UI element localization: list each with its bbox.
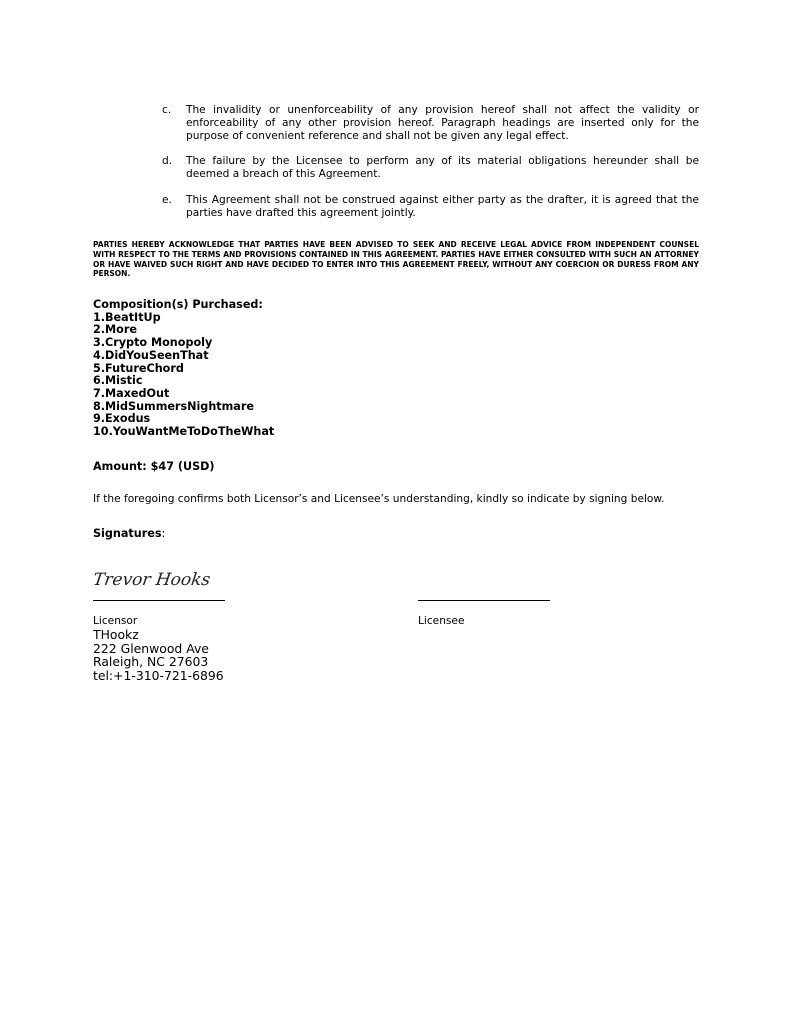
signatures-colon: : (161, 527, 166, 540)
signatures-label (93, 527, 165, 540)
clause-list (162, 104, 699, 233)
composition-item: 2.More (93, 323, 137, 337)
clause-letter: e. (162, 193, 172, 206)
clause-e (162, 194, 699, 220)
licensor-signature-svg (91, 566, 212, 592)
composition-item: 4.DidYouSeenThat (93, 348, 209, 362)
compositions-list (93, 299, 274, 439)
composition-item: 1.BeatItUp (93, 310, 161, 324)
licensor-signature-text: Trevor Hooks (91, 570, 212, 590)
licensor-address-line2: Raleigh, NC 27603 (93, 654, 209, 669)
clause-c (162, 104, 699, 142)
confirmation-text: If the foregoing confirms both Licensor’s and Licensee’s understanding, kindly so indicate by signing below. (93, 493, 665, 505)
composition-item: 8.MidSummersNightmare (93, 399, 254, 413)
licensor-address-line1: 222 Glenwood Ave (93, 640, 209, 656)
compositions-heading: Composition(s) Purchased: (93, 298, 263, 311)
licensor-signature-line (93, 600, 225, 601)
clause-text: The invalidity or unenforceability of any provision hereof shall not affect the validity or enforceability of any other provision hereof. Paragraph headings are inserted only for the purpose of convenient reference and shall not be given any legal effect. (186, 104, 699, 142)
licensor-name: THookz (93, 627, 139, 642)
licensor-role: Licensor (93, 615, 138, 627)
composition-item: 6.Mistic (93, 374, 143, 388)
composition-item: 5.FutureChord (93, 361, 184, 375)
clause-d (162, 155, 699, 181)
licensee-signature-line (418, 600, 550, 601)
licensor-phone: tel:+1-310-721-6896 (93, 667, 224, 683)
licensor-details (93, 628, 224, 682)
legal-acknowledgement: PARTIES HEREBY ACKNOWLEDGE THAT PARTIES HAVE BEEN ADVISED TO SEEK AND RECEIVE LEGAL ADVICE FROM INDEPENDENT COUNSEL WITH RESPECT TO THE TERMS AND PROVISIONS CONTAINED IN THIS AGREEMENT. PARTIES HAVE EITHER CONSULTED WITH SUCH AN ATTORNEY OR HAVE WAIVED SUCH RIGHT AND HAVE DECIDED TO ENTER INTO THIS AGREEMENT FREELY, WITHOUT ANY COERCION OR DURESS FROM ANY PERSON. (93, 240, 699, 279)
clause-text: The failure by the Licensee to perform any of its material obligations hereunder shall be deemed a breach of this Agreement. (186, 155, 699, 181)
signatures-label-text: Signatures (93, 527, 162, 540)
clause-letter: d. (162, 155, 173, 168)
composition-item: 7.MaxedOut (93, 386, 170, 400)
composition-item: 9.Exodus (93, 412, 151, 426)
amount: Amount: $47 (USD) (93, 460, 215, 473)
composition-item: 10.YouWantMeToDoTheWhat (93, 425, 275, 439)
licensee-role: Licensee (418, 615, 465, 627)
composition-item: 3.Crypto Monopoly (93, 336, 213, 350)
clause-text: This Agreement shall not be construed against either party as the drafter, it is agreed that the parties have drafted this agreement jointly. (186, 193, 699, 219)
clause-letter: c. (162, 104, 172, 116)
licensor-signature (91, 566, 212, 596)
